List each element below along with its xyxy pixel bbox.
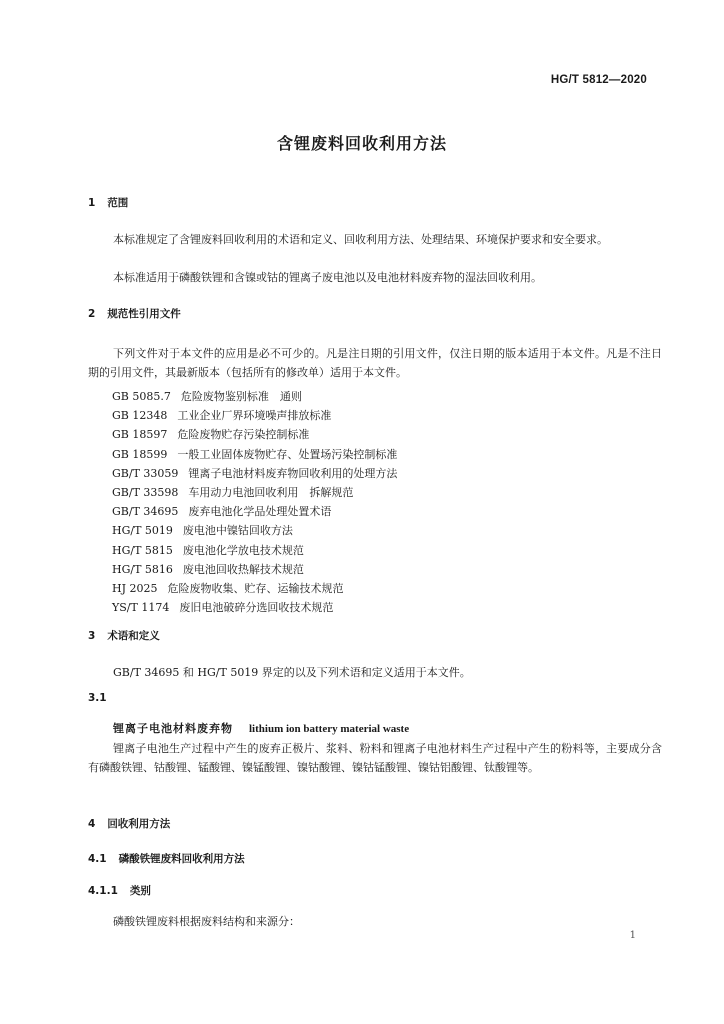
reference-item <box>112 521 397 540</box>
reference-code: HJ 2025 <box>112 581 158 595</box>
section-4-heading <box>88 816 170 831</box>
reference-name: 锂离子电池材料废弃物回收利用的处理方法 <box>188 466 398 480</box>
page-number: 1 <box>629 930 636 941</box>
terms-intro: GB/T 34695 和 HG/T 5019 界定的以及下列术语和定义适用于本文件。 <box>113 666 471 679</box>
reference-item <box>112 541 397 560</box>
reference-item <box>112 425 397 444</box>
reference-name: 危险废物收集、贮存、运输技术规范 <box>167 581 344 595</box>
reference-item <box>112 598 397 617</box>
reference-item <box>112 406 397 425</box>
reference-code: GB/T 33059 <box>112 466 179 480</box>
section-1-heading <box>88 195 128 210</box>
reference-name: 危险废物贮存污染控制标准 <box>177 428 310 442</box>
section-title: 回收利用方法 <box>107 818 171 830</box>
reference-item <box>112 483 397 502</box>
reference-code: GB 18597 <box>112 428 168 442</box>
reference-name: 废电池中镍钴回收方法 <box>182 524 293 538</box>
reference-code: GB 5085.7 <box>112 390 171 403</box>
reference-item <box>112 502 397 521</box>
reference-code: YS/T 1174 <box>112 601 170 615</box>
reference-name: 废弃电池化学品处理处置术语 <box>188 505 332 519</box>
reference-name: 废电池化学放电技术规范 <box>182 543 304 557</box>
term-entry <box>113 720 409 736</box>
reference-name: 废电池回收热解技术规范 <box>182 562 304 576</box>
reference-name: 工业企业厂界环境噪声排放标准 <box>177 409 332 423</box>
standard-code: HG/T 5812—2020 <box>550 74 647 86</box>
reference-item <box>112 560 397 579</box>
section-3-heading <box>88 628 160 643</box>
reference-code: GB 18599 <box>112 447 168 461</box>
subsection-title: 磷酸铁锂废料回收利用方法 <box>118 853 245 865</box>
subsection-number: 4.1 <box>88 853 107 865</box>
section-2-heading <box>88 306 181 321</box>
subsection-number: 4.1.1 <box>88 885 118 897</box>
section-number: 3 <box>88 630 96 642</box>
subsection-title: 类别 <box>129 885 151 897</box>
term-chinese: 锂离子电池材料废弃物 <box>113 722 233 735</box>
reference-code: GB 12348 <box>112 409 168 423</box>
section-number: 2 <box>88 308 96 320</box>
subsection-number: 3.1 <box>88 692 107 704</box>
term-definition: 锂离子电池生产过程中产生的废弃正极片、浆料、粉料和锂离子电池材料生产过程中产生的粉料等，主要成分含有磷酸铁锂、钴酸锂、锰酸锂、镍锰酸锂、镍钴酸锂、镍钴锰酸锂、镍钴铝酸锂、钛酸锂等。 <box>88 742 662 774</box>
subsection-4-1-1-heading <box>88 883 151 898</box>
reference-item <box>112 387 397 406</box>
reference-code: GB/T 33598 <box>112 485 179 499</box>
reference-item <box>112 464 397 483</box>
reference-name: 危险废物鉴别标准 通则 <box>180 390 302 403</box>
reference-code: HG/T 5816 <box>112 562 173 576</box>
reference-item <box>112 579 397 598</box>
section-title: 范围 <box>107 197 129 209</box>
normative-refs-intro: 下列文件对于本文件的应用是必不可少的。凡是注日期的引用文件，仅注日期的版本适用于本文件。凡是不注日期的引用文件，其最新版本（包括所有的修改单）适用于本文件。 <box>88 347 662 379</box>
reference-name: 车用动力电池回收利用 拆解规范 <box>188 485 354 499</box>
reference-item <box>112 445 397 464</box>
document-title: 含锂废料回收利用方法 <box>276 134 447 153</box>
category-intro: 磷酸铁锂废料根据废料结构和来源分： <box>113 915 300 928</box>
reference-code: HG/T 5019 <box>112 524 173 538</box>
scope-paragraph-2: 本标准适用于磷酸铁锂和含镍或钴的锂离子废电池以及电池材料废弃物的湿法回收利用。 <box>113 271 542 284</box>
reference-code: GB/T 34695 <box>112 505 179 519</box>
reference-list <box>112 387 397 617</box>
section-number: 4 <box>88 818 96 830</box>
reference-code: HG/T 5815 <box>112 543 173 557</box>
subsection-3-1-heading <box>88 692 107 704</box>
scope-paragraph-1: 本标准规定了含锂废料回收利用的术语和定义、回收利用方法、处理结果、环境保护要求和安全要求。 <box>113 233 608 246</box>
section-title: 规范性引用文件 <box>107 308 181 320</box>
reference-name: 一般工业固体废物贮存、处置场污染控制标准 <box>177 447 398 461</box>
term-english: lithium ion battery material waste <box>249 723 410 735</box>
subsection-4-1-heading <box>88 851 245 866</box>
section-title: 术语和定义 <box>107 630 160 642</box>
section-number: 1 <box>88 197 96 209</box>
reference-name: 废旧电池破碎分选回收技术规范 <box>179 601 334 615</box>
